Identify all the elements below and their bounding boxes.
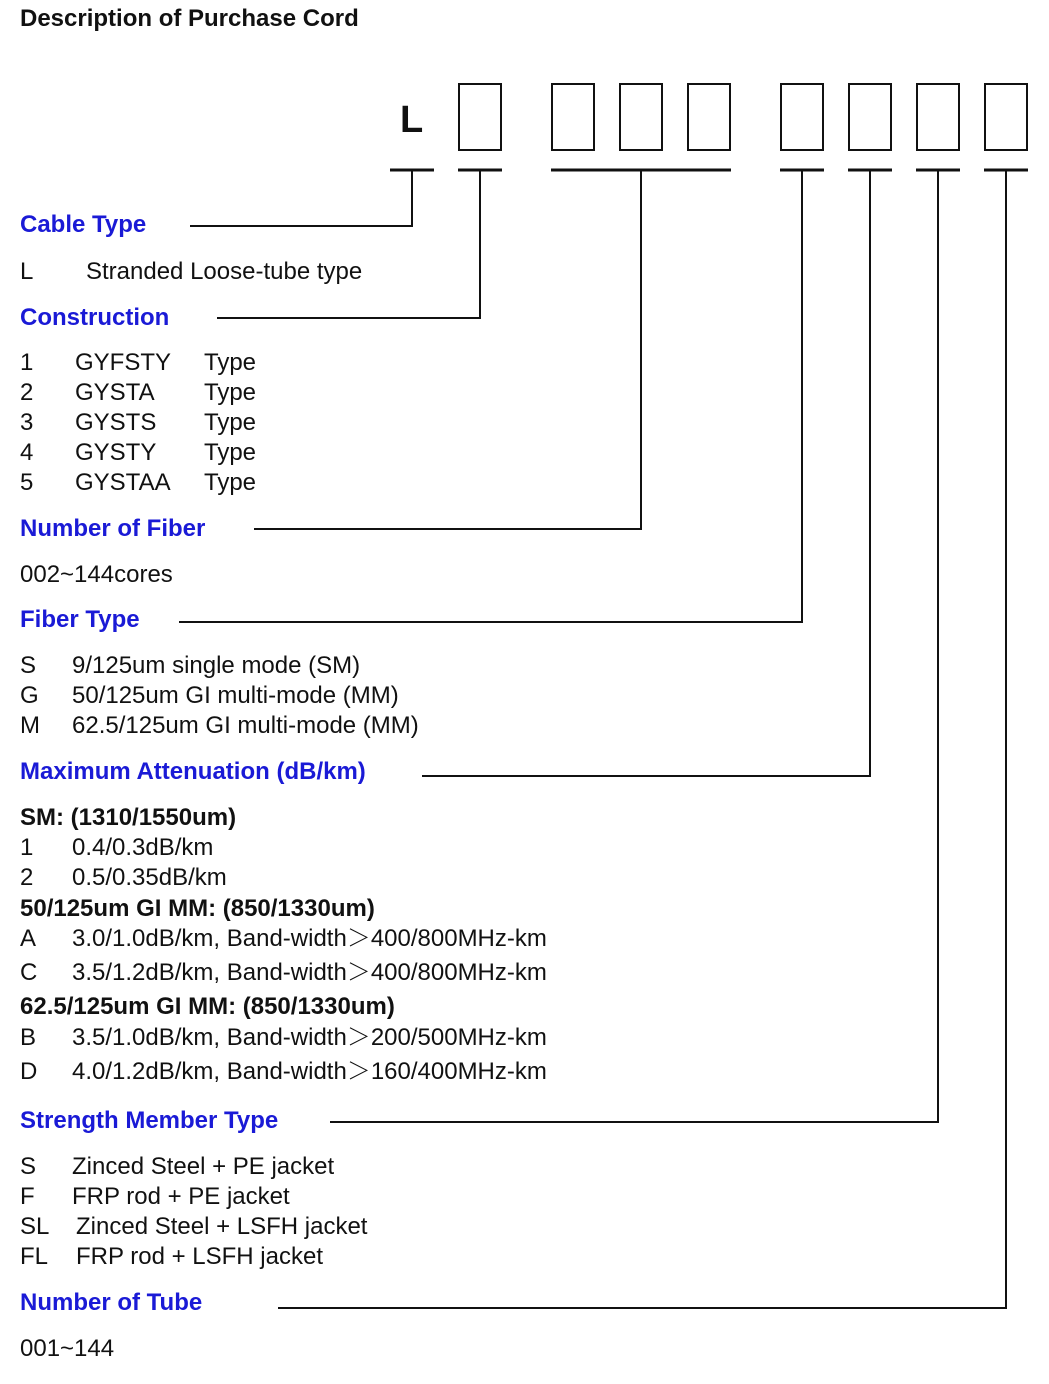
attenuation-group-label: 50/125um GI MM: (850/1330um) xyxy=(20,895,375,922)
heading-max-attenuation: Maximum Attenuation (dB/km) xyxy=(20,758,366,785)
number-of-tube-value: 001~144 xyxy=(20,1335,115,1362)
fiber-type-code: S xyxy=(20,652,37,679)
construction-suffix: Type xyxy=(204,379,257,406)
leader-fiber-count xyxy=(254,170,641,529)
leader-cable-type xyxy=(190,170,412,226)
attenuation-desc: 3.0/1.0dB/km, Band-width＞400/800MHz-km xyxy=(72,925,547,952)
cable-type-desc: Stranded Loose-tube type xyxy=(86,258,363,285)
leader-construction xyxy=(217,170,480,318)
attenuation-desc: 0.5/0.35dB/km xyxy=(72,864,227,891)
strength-member-code: F xyxy=(20,1183,35,1210)
strength-member-desc: Zinced Steel + PE jacket xyxy=(72,1153,335,1180)
construction-suffix: Type xyxy=(204,469,257,496)
construction-suffix: Type xyxy=(204,409,257,436)
fiber-type-code: M xyxy=(20,712,40,739)
attenuation-code: 2 xyxy=(20,864,34,891)
attenuation-desc: 4.0/1.2dB/km, Band-width＞160/400MHz-km xyxy=(72,1058,547,1085)
construction-code: 3 xyxy=(20,409,34,436)
attenuation-group-label: SM: (1310/1550um) xyxy=(20,804,237,831)
strength-member-code: S xyxy=(20,1153,37,1180)
attenuation-desc: 3.5/1.0dB/km, Band-width＞200/500MHz-km xyxy=(72,1024,547,1051)
construction-suffix: Type xyxy=(204,439,257,466)
attenuation-code: B xyxy=(20,1024,37,1051)
strength-member-desc: FRP rod + LSFH jacket xyxy=(76,1243,323,1270)
attenuation-code: 1 xyxy=(20,834,34,861)
construction-model: GYSTA xyxy=(75,379,155,406)
leader-fiber-type xyxy=(179,170,802,622)
attenuation-desc: 3.5/1.2dB/km, Band-width＞400/800MHz-km xyxy=(72,959,547,986)
heading-construction: Construction xyxy=(20,304,170,331)
strength-member-desc: FRP rod + PE jacket xyxy=(72,1183,290,1210)
fiber-type-desc: 62.5/125um GI multi-mode (MM) xyxy=(72,712,419,739)
construction-model: GYSTS xyxy=(75,409,157,436)
page-title: Description of Purchase Cord xyxy=(20,5,359,32)
attenuation-code: D xyxy=(20,1058,38,1085)
attenuation-code: A xyxy=(20,925,37,952)
heading-fiber-type: Fiber Type xyxy=(20,606,140,633)
construction-model: GYSTY xyxy=(75,439,157,466)
construction-code: 2 xyxy=(20,379,34,406)
strength-member-code: FL xyxy=(20,1243,49,1270)
code-prefix-letter: L xyxy=(400,99,424,141)
strength-member-desc: Zinced Steel + LSFH jacket xyxy=(76,1213,368,1240)
fiber-type-desc: 50/125um GI multi-mode (MM) xyxy=(72,682,399,709)
heading-strength-member: Strength Member Type xyxy=(20,1107,279,1134)
fiber-type-code: G xyxy=(20,682,39,709)
number-of-fiber-value: 002~144cores xyxy=(20,561,173,588)
heading-number-of-fiber: Number of Fiber xyxy=(20,515,206,542)
attenuation-desc: 0.4/0.3dB/km xyxy=(72,834,214,861)
attenuation-code: C xyxy=(20,959,38,986)
construction-suffix: Type xyxy=(204,349,257,376)
fiber-type-desc: 9/125um single mode (SM) xyxy=(72,652,361,679)
strength-member-code: SL xyxy=(20,1213,50,1240)
heading-number-of-tube: Number of Tube xyxy=(20,1289,203,1316)
construction-code: 5 xyxy=(20,469,34,496)
heading-cable-type: Cable Type xyxy=(20,211,147,238)
attenuation-group-label: 62.5/125um GI MM: (850/1330um) xyxy=(20,993,395,1020)
construction-model: GYFSTY xyxy=(75,349,172,376)
construction-model: GYSTAA xyxy=(75,469,171,496)
cable-type-code: L xyxy=(20,258,34,285)
construction-code: 4 xyxy=(20,439,34,466)
construction-code: 1 xyxy=(20,349,34,376)
